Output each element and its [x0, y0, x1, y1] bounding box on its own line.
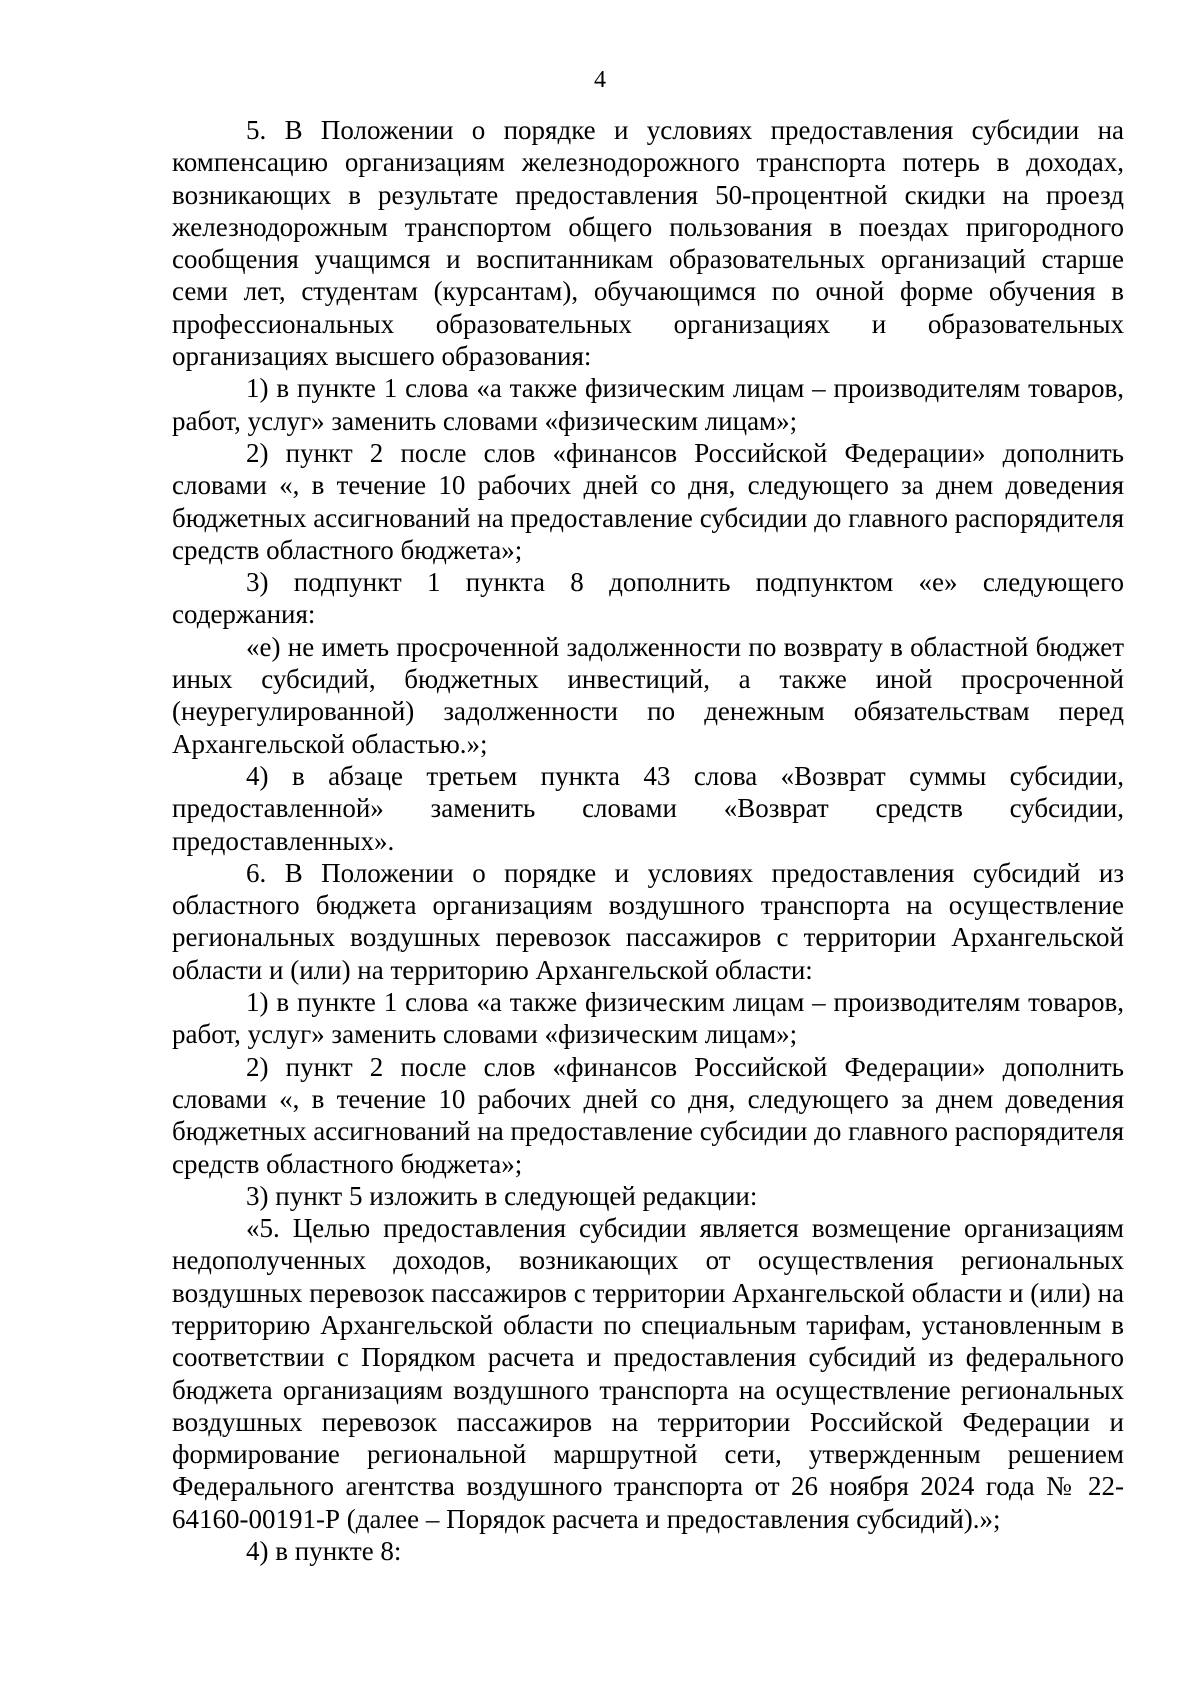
paragraph-section-6-item-4: 4) в пункте 8:: [246, 1536, 402, 1567]
paragraph-section-5-item-4: 4) в абзаце третьем пункта 43 слова «Возврат суммы субсидии, предоставленной» заменить словами «Возврат средств субсидии, предоставленных».: [172, 760, 1124, 856]
paragraph-section-5-item-2: 2) пункт 2 после слов «финансов Российской Федерации» дополнить словами «, в течение 10 рабочих дней со дня, следующего за днем доведения бюджетных ассигнований на предоставление субсидии до главного распорядителя средств областного бюджета»;: [172, 437, 1124, 565]
paragraph-section-6-item-2: 2) пункт 2 после слов «финансов Российской Федерации» дополнить словами «, в течение 10 рабочих дней со дня, следующего за днем доведения бюджетных ассигнований на предоставление субсидии до главного распорядителя средств областного бюджета»;: [172, 1051, 1124, 1179]
document-body: [172, 114, 1124, 1567]
paragraph-section-6-item-1: 1) в пункте 1 слова «а также физическим лицам – производителям товаров, работ, услуг» заменить словами «физическим лицам»;: [172, 987, 1124, 1050]
paragraph-section-6-item-3-quote: «5. Целью предоставления субсидии является возмещение организациям недополученных доходов, возникающих от осуществления региональных воздушных перевозок пассажиров с территории Архангельской области и (или) на территорию Архангельской области по специальным тарифам, установленным в соответствии с Порядком расчета и предоставления субсидий из федерального бюджета организациям воздушного транспорта на осуществление региональных воздушных перевозок пассажиров на территории Российской Федерации и формирование региональной маршрутной сети, утвержденным решением Федерального агентства воздушного транспорта от 26 ноября 2024 года № 22-64160-00191-Р (далее – Порядок расчета и предоставления субсидий).»;: [172, 1213, 1124, 1534]
paragraph-section-6-intro: 6. В Положении о порядке и условиях предоставления субсидий из областного бюджета организациям воздушного транспорта на осуществление региональных воздушных перевозок пассажиров с территории Архангельской области и (или) на территорию Архангельской области:: [172, 857, 1124, 985]
paragraph-section-6-item-3: 3) пункт 5 изложить в следующей редакции:: [246, 1180, 758, 1211]
page-number: 4: [594, 67, 606, 93]
paragraph-section-5-intro: 5. В Положении о порядке и условиях предоставления субсидии на компенсацию организациям железнодорожного транспорта потерь в доходах, возникающих в результате предоставления 50-процентной скидки на проезд железнодорожным транспортом общего пользования в поездах пригородного сообщения учащимся и воспитанникам образовательных организаций старше семи лет, студентам (курсантам), обучающимся по очной форме обучения в профессиональных образовательных организациях и образовательных организациях высшего образования:: [172, 115, 1124, 372]
paragraph-section-5-item-3: 3) подпункт 1 пункта 8 дополнить подпунктом «е» следующего содержания:: [172, 567, 1124, 630]
paragraph-section-5-item-1: 1) в пункте 1 слова «а также физическим лицам – производителям товаров, работ, услуг» заменить словами «физическим лицам»;: [172, 373, 1124, 436]
paragraph-section-5-item-3-quote: «е) не иметь просроченной задолженности по возврату в областной бюджет иных субсидий, бюджетных инвестиций, а также иной просроченной (неурегулированной) задолженности по денежным обязательствам перед Архангельской областью.»;: [172, 631, 1124, 759]
